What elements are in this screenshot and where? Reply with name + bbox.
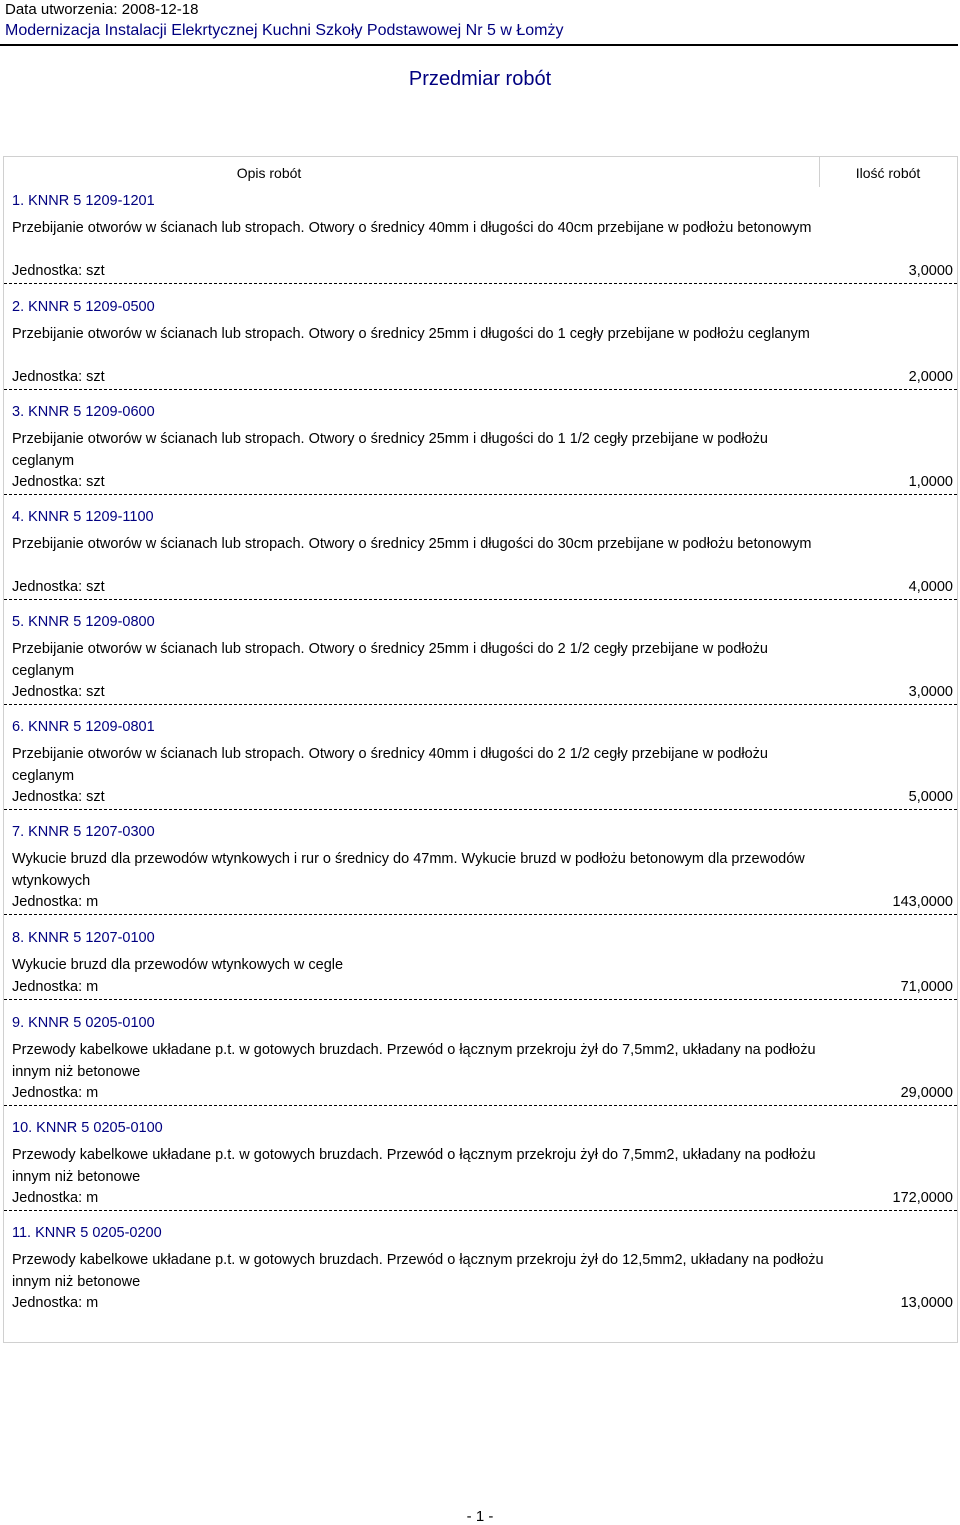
row-divider xyxy=(4,914,957,915)
item-code: 7. KNNR 5 1207-0300 xyxy=(12,824,155,840)
item-quantity: 13,0000 xyxy=(900,1295,953,1311)
item-unit: Jednostka: m xyxy=(12,1295,99,1311)
item-code: 8. KNNR 5 1207-0100 xyxy=(12,930,155,946)
item-code: 5. KNNR 5 1209-0800 xyxy=(12,614,155,630)
item-description: Przebijanie otworów w ścianach lub stropach. Otwory o średnicy 25mm i długości do 1 1/2 cegły przebijane w podłożu ceglanym xyxy=(12,431,768,469)
item-description: Przewody kabelkowe układane p.t. w gotowych bruzdach. Przewód o łącznym przekroju żył do 7,5mm2, układany na podłożu innym niż betonowe xyxy=(12,1042,816,1080)
item-description: Przebijanie otworów w ścianach lub stropach. Otwory o średnicy 25mm i długości do 1 cegły przebijane w podłożu ceglanym xyxy=(12,326,810,342)
item-unit: Jednostka: szt xyxy=(12,474,105,490)
item-quantity: 5,0000 xyxy=(908,789,953,805)
row-divider xyxy=(4,389,957,390)
item-description: Przewody kabelkowe układane p.t. w gotowych bruzdach. Przewód o łącznym przekroju żył do 7,5mm2, układany na podłożu innym niż betonowe xyxy=(12,1147,816,1185)
item-quantity: 172,0000 xyxy=(892,1190,953,1206)
item-unit: Jednostka: szt xyxy=(12,684,105,700)
header-divider xyxy=(0,44,958,46)
item-description: Przebijanie otworów w ścianach lub stropach. Otwory o średnicy 25mm i długości do 2 1/2 cegły przebijane w podłożu ceglanym xyxy=(12,641,768,679)
item-quantity: 143,0000 xyxy=(892,894,953,910)
item-description: Przebijanie otworów w ścianach lub stropach. Otwory o średnicy 25mm i długości do 30cm przebijane w podłożu betonowym xyxy=(12,536,812,552)
item-code: 11. KNNR 5 0205-0200 xyxy=(12,1225,162,1241)
item-description: Wykucie bruzd dla przewodów wtynkowych w cegle xyxy=(12,957,344,973)
item-description: Przebijanie otworów w ścianach lub stropach. Otwory o średnicy 40mm i długości do 40cm przebijane w podłożu betonowym xyxy=(12,220,812,236)
row-divider xyxy=(4,809,957,810)
item-quantity: 4,0000 xyxy=(908,579,953,595)
item-code: 10. KNNR 5 0205-0100 xyxy=(12,1120,163,1136)
bill-of-quantities-table xyxy=(3,156,958,1343)
item-code: 4. KNNR 5 1209-1100 xyxy=(12,509,154,525)
item-quantity: 3,0000 xyxy=(908,684,953,700)
item-unit: Jednostka: szt xyxy=(12,369,105,385)
item-code: 1. KNNR 5 1209-1201 xyxy=(12,193,155,209)
column-header-description: Opis robót xyxy=(236,165,302,181)
column-header-quantity: Ilość robót xyxy=(855,165,921,181)
item-unit: Jednostka: szt xyxy=(12,789,105,805)
item-quantity: 29,0000 xyxy=(900,1085,953,1101)
item-description: Przebijanie otworów w ścianach lub stropach. Otwory o średnicy 40mm i długości do 2 1/2 cegły przebijane w podłożu ceglanym xyxy=(12,746,768,784)
row-divider xyxy=(4,999,957,1000)
table-bottom-border xyxy=(4,1342,957,1343)
item-description: Wykucie bruzd dla przewodów wtynkowych i rur o średnicy do 47mm. Wykucie bruzd w podłożu betonowym dla przewodów wtynkowych xyxy=(12,851,805,889)
row-divider xyxy=(4,494,957,495)
row-divider xyxy=(4,283,957,284)
row-divider xyxy=(4,599,957,600)
item-code: 6. KNNR 5 1209-0801 xyxy=(12,719,155,735)
item-code: 3. KNNR 5 1209-0600 xyxy=(12,404,155,420)
row-divider xyxy=(4,1105,957,1106)
item-unit: Jednostka: szt xyxy=(12,263,105,279)
item-code: 2. KNNR 5 1209-0500 xyxy=(12,299,155,315)
row-divider xyxy=(4,1210,957,1211)
item-code: 9. KNNR 5 0205-0100 xyxy=(12,1015,155,1031)
project-title: Modernizacja Instalacji Elekrtycznej Kuchni Szkoły Podstawowej Nr 5 w Łomży xyxy=(5,22,564,39)
item-unit: Jednostka: szt xyxy=(12,579,105,595)
item-quantity: 1,0000 xyxy=(908,474,953,490)
page-number: - 1 - xyxy=(466,1508,494,1525)
item-quantity: 3,0000 xyxy=(908,263,953,279)
item-unit: Jednostka: m xyxy=(12,1190,99,1206)
item-quantity: 2,0000 xyxy=(908,369,953,385)
row-divider xyxy=(4,704,957,705)
item-quantity: 71,0000 xyxy=(900,978,953,995)
item-description: Przewody kabelkowe układane p.t. w gotowych bruzdach. Przewód o łącznym przekroju żył do 12,5mm2, układany na podłożu innym niż betonowe xyxy=(12,1252,824,1290)
creation-date: Data utworzenia: 2008-12-18 xyxy=(5,1,199,18)
item-unit: Jednostka: m xyxy=(12,1085,99,1101)
page-title: Przedmiar robót xyxy=(408,68,552,90)
item-unit: Jednostka: m xyxy=(12,894,99,910)
item-unit: Jednostka: m xyxy=(12,978,99,995)
